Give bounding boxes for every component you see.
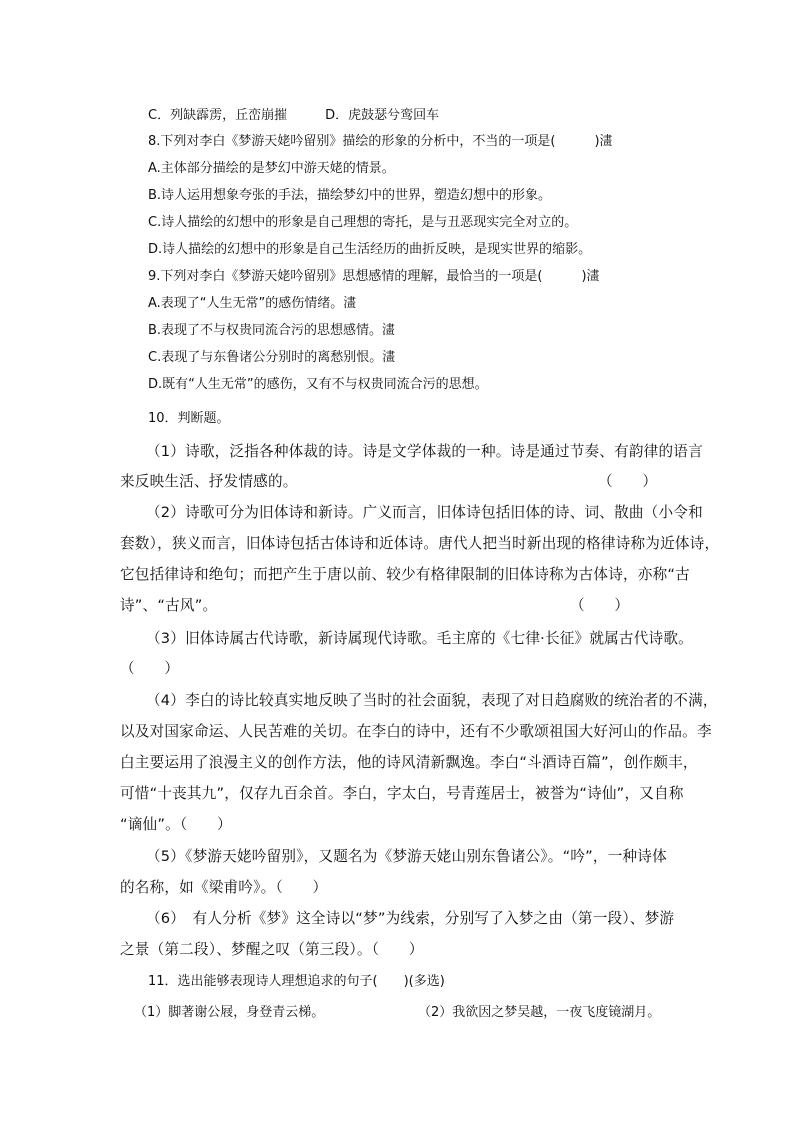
q10-item3-line1: （3）旧体诗属古代诗歌，新诗属现代诗歌。毛主席的《七律·长征》就属古代诗歌。 xyxy=(146,630,693,647)
q10-item2-answer: （ ） xyxy=(570,597,630,614)
q9-option-a: A.表现了“人生无常”的感伤情绪。澅 xyxy=(148,296,357,311)
q10-item4-line3: 白主要运用了浪漫主义的创作方法，他的诗风清新飘逸。李白“斗酒诗百篇”，创作颇丰， xyxy=(120,754,698,771)
q9-option-c: C.表现了与东鲁诸公分别时的离愁别恨。澅 xyxy=(148,350,396,365)
q10-item4-line4: 可惜“十丧其九”，仅存九百余首。李白，字太白，号青莲居士，被誉为“诗仙”，又自称 xyxy=(120,785,684,802)
q9-option-b: B.表现了不与权贵同流合污的思想感情。澅 xyxy=(148,323,396,338)
q11-stem: 11．选出能够表现诗人理想追求的句子( )(多选) xyxy=(148,974,445,989)
q8-option-b: B.诗人运用想象夸张的手法，描绘梦幻中的世界，塑造幻想中的形象。 xyxy=(148,188,552,203)
q10-item5-line2: 的名称，如《梁甫吟》。（ ） xyxy=(120,879,328,896)
q9-stem: 9.下列对李白《梦游天姥吟留别》思想感情的理解，最恰当的一项是( )澅 xyxy=(148,269,600,284)
q10-item4-line2: 以及对国家命运、人民苦难的关切。在李白的诗中，还有不少歌颂祖国大好河山的作品。李 xyxy=(120,723,712,740)
q10-item3-answer: （ ） xyxy=(120,660,180,677)
q9-option-d: D.既有“人生无常”的感伤，又有不与权贵同流合污的思想。 xyxy=(148,377,488,392)
q8-option-a: A.主体部分描绘的是梦幻中游天姥的情景。 xyxy=(148,161,395,176)
q11-option-1: （1）脚著谢公屐，身登青云梯。 xyxy=(134,1005,325,1020)
q7-options xyxy=(148,104,439,123)
q10-item1-answer: （ ） xyxy=(598,473,658,490)
q10-item5-line1: （5）《梦游天姥吟留别》，又题名为《梦游天姥山别东鲁诸公》。“吟”，一种诗体 xyxy=(146,848,667,865)
q7-option-c: C．列缺霹雳，丘峦崩摧 xyxy=(148,108,288,123)
q10-item4-line1: （4）李白的诗比较真实地反映了当时的社会面貌，表现了对日趋腐败的统治者的不满， xyxy=(146,692,718,709)
q10-item4-line5: “谪仙”。（ ） xyxy=(120,816,232,833)
q11-option-2: （2）我欲因之梦吴越，一夜飞度镜湖月。 xyxy=(418,1005,661,1020)
q8-option-c: C.诗人描绘的幻想中的形象是自己理想的寄托，是与丑恶现实完全对立的。 xyxy=(148,215,578,230)
q10-item2-line3: 它包括律诗和绝句；而把产生于唐以前、较少有格律限制的旧体诗称为古体诗，亦称“古 xyxy=(120,566,690,583)
q10-item1-line1: （1）诗歌，泛指各种体裁的诗。诗是文学体裁的一种。诗是通过节奏、有韵律的语言 xyxy=(146,443,703,460)
q7-option-d: D．虎鼓瑟兮鸾回车 xyxy=(325,108,440,123)
q10-item6-line2: 之景（第二段）、梦醒之叹（第三段）。（ ） xyxy=(120,941,424,958)
q8-option-d: D.诗人描绘的幻想中的形象是自己生活经历的曲折反映，是现实世界的缩影。 xyxy=(148,242,592,257)
q10-item2-line4: 诗”、“古风”。 xyxy=(120,597,218,614)
q10-title: 10．判断题。 xyxy=(148,411,230,426)
q10-item6-line1: （6） 有人分析《梦》这全诗以“梦”为线索，分别写了入梦之由（第一段）、梦游 xyxy=(146,910,675,927)
q10-item2-line2: 套数），狭义而言，旧体诗包括古体诗和近体诗。唐代人把当时新出现的格律诗称为近体诗， xyxy=(120,535,720,552)
q10-item2-line1: （2）诗歌可分为旧体诗和新诗。广义而言，旧体诗包括旧体的诗、词、散曲（小令和 xyxy=(146,504,703,521)
q8-stem: 8.下列对李白《梦游天姥吟留别》描绘的形象的分析中，不当的一项是( )澅 xyxy=(148,134,613,149)
q10-item1-line2: 来反映生活、抒发情感的。 xyxy=(120,473,298,490)
